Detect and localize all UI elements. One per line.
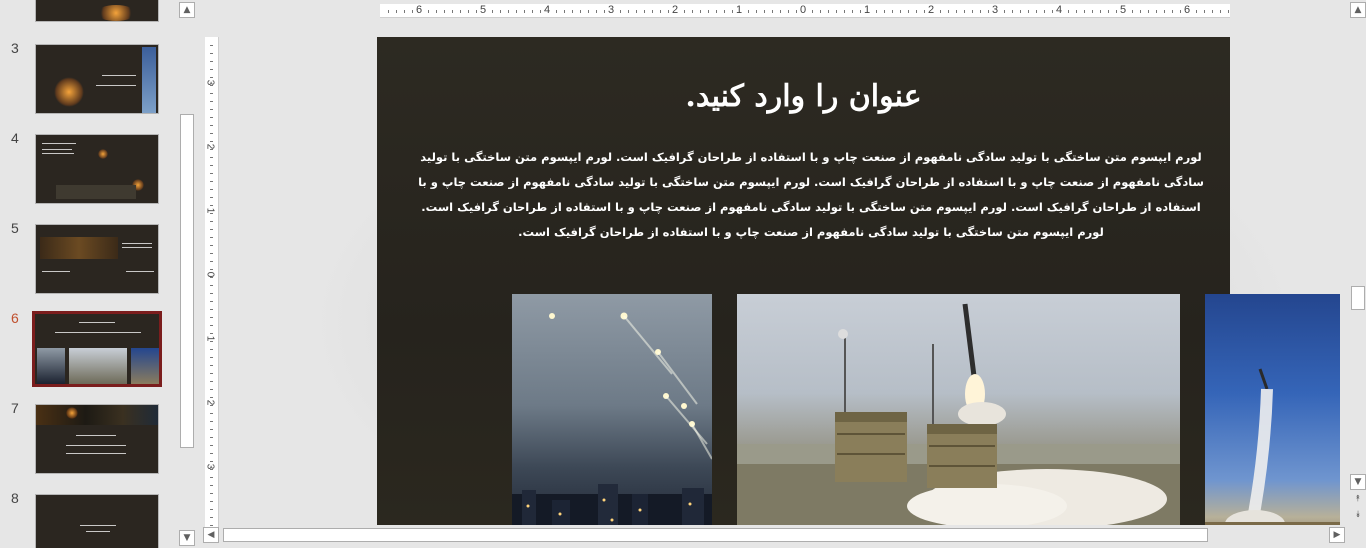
- ruler-tick: [836, 10, 837, 13]
- vertical-ruler[interactable]: [205, 37, 219, 527]
- slide-number: 8: [11, 490, 19, 506]
- ruler-label: 2: [204, 399, 216, 406]
- ruler-tick: [476, 10, 477, 13]
- ruler-tick: [604, 10, 605, 13]
- scroll-up-icon[interactable]: ▲: [1350, 2, 1366, 18]
- ruler-label: 3: [992, 4, 999, 16]
- scrollbar-thumb[interactable]: [1351, 286, 1365, 310]
- ruler-tick: [492, 10, 493, 13]
- ruler-label: 2: [928, 4, 935, 16]
- ruler-tick: [210, 373, 213, 374]
- ruler-tick: [1172, 10, 1173, 13]
- ruler-tick: [210, 317, 213, 318]
- ruler-tick: [210, 85, 213, 86]
- ruler-tick: [828, 10, 829, 13]
- rocket-trails-icon: [512, 294, 712, 525]
- ruler-tick: [210, 229, 213, 230]
- slide-title[interactable]: عنوان را وارد کنید.: [685, 79, 922, 114]
- ruler-label: 2: [204, 143, 216, 150]
- ruler-tick: [210, 157, 213, 158]
- ruler-tick: [924, 10, 925, 13]
- scroll-left-icon[interactable]: ◀: [203, 527, 219, 543]
- ruler-tick: [1180, 10, 1181, 13]
- ruler-tick: [940, 10, 941, 13]
- ruler-tick: [820, 10, 821, 13]
- ruler-tick: [210, 405, 213, 406]
- ruler-tick: [210, 149, 213, 150]
- slide-thumbnail-5[interactable]: [35, 224, 159, 294]
- ruler-tick: [210, 165, 213, 166]
- horizontal-scrollbar[interactable]: [203, 527, 1346, 544]
- ruler-tick: [956, 10, 957, 13]
- slide-number: 4: [11, 130, 19, 146]
- ruler-tick: [210, 349, 213, 350]
- ruler-tick: [532, 10, 533, 13]
- slide-thumbnail-2[interactable]: [35, 0, 159, 22]
- ruler-tick: [644, 10, 645, 13]
- ruler-label: 0: [800, 4, 807, 16]
- ruler-tick: [580, 10, 581, 13]
- ruler-tick: [1148, 10, 1149, 13]
- ruler-tick: [210, 501, 213, 502]
- ruler-tick: [764, 10, 765, 13]
- ruler-tick: [210, 381, 213, 382]
- ruler-tick: [916, 10, 917, 13]
- slide-thumbnail-8[interactable]: [35, 494, 159, 548]
- missile-icon: [1205, 294, 1340, 525]
- ruler-tick: [210, 253, 213, 254]
- ruler-tick: [210, 221, 213, 222]
- ruler-tick: [210, 517, 213, 518]
- ruler-tick: [684, 10, 685, 13]
- ruler-label: 1: [864, 4, 871, 16]
- ruler-tick: [884, 10, 885, 13]
- ruler-tick: [412, 10, 413, 13]
- ruler-label: 2: [672, 4, 679, 16]
- ruler-tick: [210, 293, 213, 294]
- ruler-tick: [1204, 10, 1205, 13]
- ruler-tick: [210, 341, 213, 342]
- ruler-tick: [1052, 10, 1053, 13]
- ruler-tick: [500, 10, 501, 13]
- ruler-tick: [210, 469, 213, 470]
- ruler-tick: [876, 10, 877, 13]
- ruler-tick: [210, 269, 213, 270]
- ruler-tick: [508, 10, 509, 13]
- ruler-label: 5: [480, 4, 487, 16]
- ruler-tick: [210, 261, 213, 262]
- ruler-tick: [1068, 10, 1069, 13]
- previous-slide-icon[interactable]: ⯭: [1355, 494, 1361, 504]
- scroll-right-icon[interactable]: ▶: [1329, 527, 1345, 543]
- ruler-tick: [1156, 10, 1157, 13]
- slide-number: 7: [11, 400, 19, 416]
- ruler-tick: [388, 10, 389, 13]
- ruler-label: 1: [204, 207, 216, 214]
- ruler-tick: [724, 10, 725, 13]
- slide-editing-area[interactable]: [222, 20, 1340, 525]
- ruler-tick: [210, 461, 213, 462]
- ruler-tick: [210, 205, 213, 206]
- ruler-tick: [708, 10, 709, 13]
- ruler-tick: [844, 10, 845, 13]
- ruler-tick: [540, 10, 541, 13]
- ruler-tick: [564, 10, 565, 13]
- slide-thumbnail-6[interactable]: [33, 312, 161, 386]
- ruler-tick: [1132, 10, 1133, 13]
- ruler-tick: [210, 453, 213, 454]
- ruler-tick: [210, 477, 213, 478]
- ruler-tick: [908, 10, 909, 13]
- slide-thumbnail-7[interactable]: [35, 404, 159, 474]
- ruler-tick: [900, 10, 901, 13]
- scrollbar-thumb[interactable]: [223, 528, 1208, 542]
- ruler-tick: [460, 10, 461, 13]
- ruler-tick: [636, 10, 637, 13]
- ruler-tick: [210, 493, 213, 494]
- ruler-tick: [210, 53, 213, 54]
- ruler-tick: [1004, 10, 1005, 13]
- ruler-tick: [210, 325, 213, 326]
- ruler-tick: [210, 101, 213, 102]
- ruler-tick: [210, 525, 213, 526]
- ruler-tick: [210, 109, 213, 110]
- slide-number: 6: [11, 310, 19, 326]
- ruler-tick: [780, 10, 781, 13]
- ruler-label: 5: [1120, 4, 1127, 16]
- ruler-tick: [1044, 10, 1045, 13]
- ruler-tick: [748, 10, 749, 13]
- ruler-tick: [210, 197, 213, 198]
- ruler-tick: [716, 10, 717, 13]
- ruler-tick: [652, 10, 653, 13]
- ruler-label: 3: [204, 79, 216, 86]
- ruler-tick: [788, 10, 789, 13]
- ruler-tick: [516, 10, 517, 13]
- ruler-tick: [1228, 10, 1229, 13]
- ruler-tick: [524, 10, 525, 13]
- ruler-tick: [210, 93, 213, 94]
- ruler-tick: [210, 309, 213, 310]
- ruler-tick: [468, 10, 469, 13]
- ruler-label: 1: [204, 335, 216, 342]
- ruler-tick: [1012, 10, 1013, 13]
- ruler-tick: [692, 10, 693, 13]
- ruler-tick: [210, 445, 213, 446]
- ruler-tick: [756, 10, 757, 13]
- ruler-tick: [210, 509, 213, 510]
- ruler-tick: [210, 69, 213, 70]
- ruler-tick: [596, 10, 597, 13]
- ruler-tick: [210, 237, 213, 238]
- ruler-label: 0: [204, 271, 216, 278]
- ruler-tick: [1020, 10, 1021, 13]
- slide-image-night-city[interactable]: [512, 294, 712, 525]
- ruler-tick: [668, 10, 669, 13]
- ruler-label: 1: [736, 4, 743, 16]
- ruler-tick: [1036, 10, 1037, 13]
- ruler-tick: [948, 10, 949, 13]
- ruler-tick: [210, 429, 213, 430]
- scroll-down-icon[interactable]: ▼: [1350, 474, 1366, 490]
- ruler-tick: [210, 485, 213, 486]
- ruler-tick: [556, 10, 557, 13]
- ruler-tick: [988, 10, 989, 13]
- ruler-tick: [210, 285, 213, 286]
- ruler-tick: [210, 125, 213, 126]
- ruler-tick: [1092, 10, 1093, 13]
- slide-image-missile-launch[interactable]: [737, 294, 1180, 525]
- ruler-tick: [1100, 10, 1101, 13]
- ruler-tick: [588, 10, 589, 13]
- ruler-tick: [1164, 10, 1165, 13]
- ruler-tick: [1028, 10, 1029, 13]
- ruler-tick: [210, 365, 213, 366]
- ruler-tick: [452, 10, 453, 13]
- ruler-tick: [444, 10, 445, 13]
- ruler-tick: [980, 10, 981, 13]
- ruler-tick: [210, 397, 213, 398]
- ruler-tick: [210, 437, 213, 438]
- ruler-label: 6: [416, 4, 423, 16]
- ruler-tick: [1196, 10, 1197, 13]
- ruler-tick: [436, 10, 437, 13]
- ruler-tick: [1076, 10, 1077, 13]
- scrollbar-thumb[interactable]: [180, 114, 194, 448]
- ruler-tick: [210, 61, 213, 62]
- slide-thumbnail-pane[interactable]: [0, 0, 178, 548]
- ruler-tick: [210, 333, 213, 334]
- slide-body-text[interactable]: لورم ایپسوم متن ساختگی با تولید سادگی نامفهوم از صنعت چاپ و با استفاده از طراحان گرافیک است. لورم ایپسوم متن ساختگی با تولید سادگی نامفهوم از صنعت چاپ و با استفاده از طراحان گرافیک است. لورم ایپسوم متن ساختگی با تولید سادگی نامفهوم از صنعت چاپ و با استفاده از طراحان گرافیک است. لورم ایپسوم متن ساختگی با تولید سادگی نامفهوم از صنعت چاپ و با استفاده از طراحان گرافیک است. لورم ایپسوم متن ساختگی با تولید سادگی نامفهوم از صنعت چاپ و با استفاده از طراحان گرافیک است.: [418, 150, 1204, 239]
- ruler-label: 3: [608, 4, 615, 16]
- ruler-tick: [660, 10, 661, 13]
- ruler-tick: [812, 10, 813, 13]
- ruler-tick: [772, 10, 773, 13]
- ruler-tick: [1140, 10, 1141, 13]
- ruler-tick: [972, 10, 973, 13]
- ruler-tick: [210, 421, 213, 422]
- slide-canvas[interactable]: [377, 37, 1230, 525]
- ruler-tick: [700, 10, 701, 13]
- ruler-label: 3: [204, 463, 216, 470]
- vertical-scrollbar[interactable]: [1349, 0, 1366, 548]
- ruler-tick: [620, 10, 621, 13]
- ruler-tick: [1212, 10, 1213, 13]
- ruler-tick: [732, 10, 733, 13]
- ruler-tick: [1084, 10, 1085, 13]
- ruler-tick: [210, 117, 213, 118]
- missile-launcher-icon: [737, 294, 1180, 525]
- ruler-label: 4: [544, 4, 551, 16]
- ruler-tick: [572, 10, 573, 13]
- ruler-tick: [628, 10, 629, 13]
- ruler-tick: [210, 245, 213, 246]
- slide-thumbnail-4[interactable]: [35, 134, 159, 204]
- thumbnail-scrollbar[interactable]: [178, 0, 196, 548]
- ruler-tick: [860, 10, 861, 13]
- ruler-tick: [210, 413, 213, 414]
- slide-thumbnail-3[interactable]: [35, 44, 159, 114]
- ruler-tick: [210, 301, 213, 302]
- ruler-tick: [964, 10, 965, 13]
- ruler-tick: [210, 181, 213, 182]
- ruler-tick: [210, 189, 213, 190]
- ruler-tick: [210, 357, 213, 358]
- ruler-tick: [396, 10, 397, 13]
- scroll-up-icon[interactable]: ▲: [179, 2, 195, 18]
- ruler-tick: [210, 173, 213, 174]
- ruler-tick: [210, 141, 213, 142]
- horizontal-ruler[interactable]: [380, 4, 1230, 18]
- slide-image-missile-sky[interactable]: [1205, 294, 1340, 525]
- ruler-tick: [1108, 10, 1109, 13]
- ruler-label: 6: [1184, 4, 1191, 16]
- ruler-tick: [210, 77, 213, 78]
- next-slide-icon[interactable]: ⯯: [1355, 510, 1361, 520]
- ruler-tick: [428, 10, 429, 13]
- ruler-tick: [210, 389, 213, 390]
- ruler-tick: [852, 10, 853, 13]
- slide-number: 3: [11, 40, 19, 56]
- scroll-down-icon[interactable]: ▼: [179, 530, 195, 546]
- ruler-tick: [1220, 10, 1221, 13]
- ruler-tick: [210, 277, 213, 278]
- ruler-tick: [210, 133, 213, 134]
- ruler-tick: [1116, 10, 1117, 13]
- ruler-tick: [210, 213, 213, 214]
- slide-number: 5: [11, 220, 19, 236]
- ruler-tick: [796, 10, 797, 13]
- ruler-tick: [892, 10, 893, 13]
- ruler-tick: [404, 10, 405, 13]
- ruler-label: 4: [1056, 4, 1063, 16]
- ruler-tick: [210, 45, 213, 46]
